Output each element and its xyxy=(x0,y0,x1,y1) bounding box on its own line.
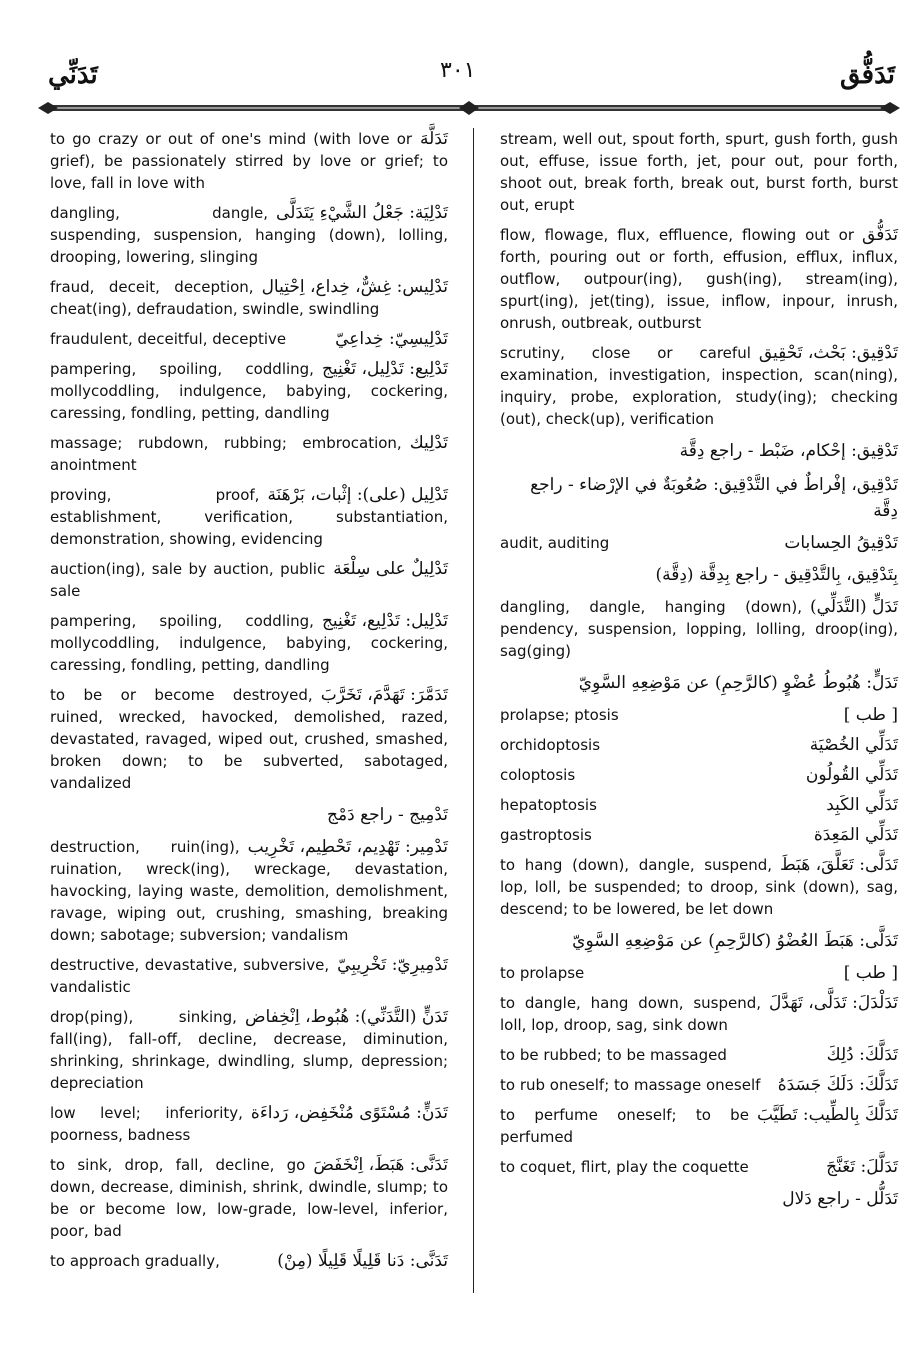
arabic-cross-reference: تَدْقِيق، إفْراطٌ في التَّدْقِيق: صُعُوبَةٌ في الإرْضاء - راجع دِقَّة xyxy=(530,475,898,521)
dictionary-entry xyxy=(50,484,448,550)
dictionary-entry xyxy=(50,1250,448,1272)
diamond-ornament-left xyxy=(38,102,58,114)
dictionary-entry xyxy=(50,610,448,676)
entry-headword-arabic: تَدَمَّرَ: تَهَدَّمَ، تَخَرَّبَ xyxy=(320,685,448,705)
dictionary-entry xyxy=(50,128,448,194)
dictionary-entry xyxy=(50,432,448,476)
entry-headword-arabic: تَدْلِيَة: جَعْلُ الشَّيْءِ يَتَدَلَّى xyxy=(276,203,448,223)
diamond-ornament-center xyxy=(459,101,479,115)
entry-definition-english: coloptosis xyxy=(500,766,576,784)
entry-headword-arabic: تَدَلَّكَ بِالطِّيب: تَطَيَّبَ xyxy=(756,1105,898,1125)
entry-headword-arabic: تَدْمِيرِيّ: تَخْرِيبِيّ xyxy=(337,955,448,975)
entry-definition-english: gastroptosis xyxy=(500,826,592,844)
entry-headword-arabic: تَدْمِير: تَهْدِيم، تَحْطِيم، تَخْرِيب xyxy=(247,837,448,857)
entry-definition-english: to sink, drop, fall, decline, go down, decrease, diminish, shrink, dwindle, slump; to be or become low, low-grade, low-level, inferior, poor, bad xyxy=(50,1156,448,1240)
entry-headword-arabic: تَدَنَّى: دَنا قَلِيلًا قَلِيلًا (مِنْ) xyxy=(277,1251,448,1271)
entry-definition-english: to coquet, flirt, play the coquette xyxy=(500,1158,749,1176)
dictionary-entry xyxy=(50,358,448,424)
entry-headword-arabic: تَدْلِيس: غِشٌّ، خِداع، اِحْتِيال xyxy=(261,277,448,297)
entry-definition-english: pampering, spoiling, coddling, mollycoddling, indulgence, babying, cockering, caressing, fondling, petting, dandling xyxy=(50,360,448,422)
dictionary-entry xyxy=(500,1044,898,1066)
dictionary-entry xyxy=(500,1156,898,1178)
entry-definition-english: to approach gradually, xyxy=(50,1252,220,1270)
entry-headword-arabic: تَدَلِّي القُولُون xyxy=(805,765,898,785)
entry-headword-arabic: تَدْلِيع: تَدْلِيل، تَغْنِيج xyxy=(321,359,448,379)
header-rule xyxy=(38,100,900,116)
entry-definition-english: pampering, spoiling, coddling, mollycoddling, indulgence, babying, cockering, caressing, fondling, petting, dandling xyxy=(50,612,448,674)
dictionary-entry xyxy=(50,1102,448,1146)
entry-definition-english: to go crazy or out of one's mind (with love or grief), be passionately stirred by love or grief; to love, fall in love with xyxy=(50,130,448,192)
entry-definition-english: prolapse; ptosis xyxy=(500,706,619,724)
entry-definition-english: hepatoptosis xyxy=(500,796,597,814)
page-number: ٣٠١ xyxy=(440,58,476,83)
entry-definition-english: to perfume oneself; to be perfumed xyxy=(500,1106,749,1146)
entry-headword-arabic: تَدَلَّى: تَعَلَّقَ، هَبَطَ xyxy=(780,855,898,875)
entry-headword-arabic: تَدَفُّق xyxy=(862,225,898,245)
entry-headword-arabic: تَدَلْدَلَ: تَدَلَّى، تَهَدَّلَ xyxy=(769,993,898,1013)
entry-definition-english: stream, well out, spout forth, spurt, gush forth, gush out, effuse, issue forth, jet, pour out, pour forth, shoot out, break forth, break out, burst forth, burst out, erupt xyxy=(500,130,898,214)
dictionary-entry xyxy=(500,734,898,756)
entry-headword-arabic: تَدَنٍّ (التَّدَنِّي): هُبُوط، اِنْخِفاض xyxy=(244,1007,448,1027)
arabic-cross-reference: تَدَلَّى: هَبَطَ العُضْوُ (كالرَّحِمِ) عن مَوْضِعِهِ السَّوِيّ xyxy=(572,931,898,951)
dictionary-entry xyxy=(500,854,898,920)
arabic-cross-reference: تَدَلٍّ: هُبُوطُ عُضْوٍ (كالرَّحِمِ) عن مَوْضِعِهِ السَّوِيّ xyxy=(578,673,898,693)
entry-headword-arabic: [ طب ] xyxy=(843,963,898,983)
dictionary-entry xyxy=(500,1074,898,1096)
dictionary-entry xyxy=(50,1006,448,1094)
entry-headword-arabic: تَدَلِّي الخُصْيَة xyxy=(809,735,898,755)
dictionary-entry xyxy=(500,992,898,1036)
dictionary-entry xyxy=(500,764,898,786)
dictionary-entry xyxy=(500,704,898,726)
entry-definition-english: to be rubbed; to be massaged xyxy=(500,1046,727,1064)
dictionary-entry xyxy=(50,202,448,268)
entry-headword-arabic: تَدَلَّهَ xyxy=(420,129,448,149)
entry-definition-english: to dangle, hang down, suspend, loll, lop, droop, sag, sink down xyxy=(500,994,762,1034)
entry-headword-arabic: تَدَلَّكَ: دَلَكَ جَسَدَهُ xyxy=(777,1075,898,1095)
dictionary-entry xyxy=(500,224,898,334)
entry-headword-arabic: تَدَنَّى: هَبَطَ، اِنْخَفَضَ xyxy=(313,1155,448,1175)
entry-definition-english: dangling, dangle, suspending, suspension, hanging (down), lolling, drooping, lowering, slinging xyxy=(50,204,448,266)
left-column xyxy=(50,128,448,1308)
entry-headword-arabic: تَدَلَّلَ: تَغَنَّجَ xyxy=(826,1157,898,1177)
entry-definition-english: drop(ping), sinking, fall(ing), fall-off, decline, decrease, diminution, shrinking, shrinkage, dwindling, slump, depression; depreciation xyxy=(50,1008,448,1092)
entry-definition-english: audit, auditing xyxy=(500,534,610,552)
entry-headword-arabic: تَدْلِيك xyxy=(409,433,448,453)
entry-definition-english: orchidoptosis xyxy=(500,736,601,754)
entry-definition-english: to be or become destroyed, ruined, wrecked, havocked, demolished, razed, devastated, ravaged, wiped out, crushed, smashed, broken down; to be subverted, sabotaged, vandalized xyxy=(50,686,448,792)
dictionary-entry xyxy=(500,128,898,216)
entry-headword-arabic: تَدَلِّي المَعِدَة xyxy=(813,825,898,845)
dictionary-entry xyxy=(500,1104,898,1148)
dictionary-entry xyxy=(500,824,898,846)
dictionary-entry xyxy=(50,328,448,350)
entry-definition-english: destruction, ruin(ing), ruination, wreck(ing), wreckage, devastation, havocking, laying waste, demolition, demolishment, ravage, wiping out, crushing, smashing, breaking down; sabotage; subversion; vandalism xyxy=(50,838,448,944)
dictionary-entry xyxy=(50,1154,448,1242)
entry-definition-english: to prolapse xyxy=(500,964,585,982)
entry-headword-arabic: تَدَلَّكَ: دُلِكَ xyxy=(826,1045,898,1065)
entry-headword-arabic: تَدَلِّي الكَبِد xyxy=(826,795,898,815)
entry-definition-english: massage; rubdown, rubbing; embrocation, anointment xyxy=(50,434,402,474)
entry-definition-english: fraud, deceit, deception, cheat(ing), defraudation, swindle, swindling xyxy=(50,278,380,318)
arabic-cross-reference: تَدَلُّل - راجع دَلال xyxy=(782,1189,898,1209)
entry-definition-english: scrutiny, close or careful examination, investigation, inspection, scan(ning), inquiry, probe, exploration, study(ing); checking (out), check(up), verification xyxy=(500,344,898,428)
entry-definition-english: flow, flowage, flux, effluence, flowing out or forth, pouring out or forth, effusion, efflux, influx, outflow, outpour(ing), gush(ing), stream(ing), spurt(ing), jet(ting), issue, inflow, inpour, inrush, onrush, outbreak, outburst xyxy=(500,226,898,332)
entry-headword-arabic: تَدْقِيق: بَحْث، تَحْقِيق xyxy=(758,343,898,363)
entry-definition-english: low level; inferiority, poorness, badness xyxy=(50,1104,243,1144)
entry-headword-arabic: تَدْلِيسِيّ: خِداعِيّ xyxy=(335,329,448,349)
arabic-cross-reference: بِتَدْقِيق، بِالتَّدْقِيق - راجع بِدِقَّة (دِقَّة) xyxy=(655,565,898,585)
dictionary-entry xyxy=(50,836,448,946)
entry-definition-english: dangling, dangle, hanging (down), pendency, suspension, lopping, lolling, droop(ing), sag(ging) xyxy=(500,598,898,660)
dictionary-entry xyxy=(500,532,898,554)
dictionary-entry xyxy=(50,558,448,602)
entry-headword-arabic: [ طب ] xyxy=(843,705,898,725)
dictionary-entry xyxy=(50,276,448,320)
entry-headword-arabic: تَدْلِيلٌ على سِلْعَة xyxy=(333,559,448,579)
entry-definition-english: fraudulent, deceitful, deceptive xyxy=(50,330,287,348)
column-divider xyxy=(473,128,474,1293)
entry-headword-arabic: تَدَنٍّ: مُسْتَوًى مُنْخَفِض، رَداءَة xyxy=(250,1103,448,1123)
dictionary-entry xyxy=(500,596,898,662)
guide-word-right: تَدَفُّق xyxy=(840,60,895,90)
entry-headword-arabic: تَدْلِيل: تَدْلِيع، تَغْنِيج xyxy=(321,611,448,631)
entry-definition-english: auction(ing), sale by auction, public sale xyxy=(50,560,326,600)
entry-definition-english: destructive, devastative, subversive, vandalistic xyxy=(50,956,330,996)
right-column xyxy=(500,128,898,1308)
entry-headword-arabic: تَدَلٍّ (التَّدَلِّي) xyxy=(810,597,898,617)
dictionary-entry xyxy=(500,794,898,816)
entry-definition-english: proving, proof, establishment, verification, substantiation, demonstration, showing, evidencing xyxy=(50,486,448,548)
entry-definition-english: to hang (down), dangle, suspend, lop, loll, be suspended; to droop, sink (down), sag, descend; to be lowered, be let down xyxy=(500,856,898,918)
entry-headword-arabic: تَدْقِيقُ الحِسابات xyxy=(784,533,898,553)
arabic-cross-reference: تَدْمِيج - راجع دَمْج xyxy=(327,805,448,825)
guide-word-left: تَدَنِّي xyxy=(48,60,98,90)
arabic-cross-reference: تَدْقِيق: إحْكام، ضَبْط - راجع دِقَّة xyxy=(679,441,898,461)
dictionary-entry xyxy=(500,962,898,984)
dictionary-entry xyxy=(500,342,898,430)
dictionary-entry xyxy=(50,954,448,998)
dictionary-entry xyxy=(50,684,448,794)
entry-headword-arabic: تَدْلِيل (على): إثْبات، بَرْهَنَة xyxy=(267,485,448,505)
diamond-ornament-right xyxy=(880,102,900,114)
entry-definition-english: to rub oneself; to massage oneself xyxy=(500,1076,761,1094)
